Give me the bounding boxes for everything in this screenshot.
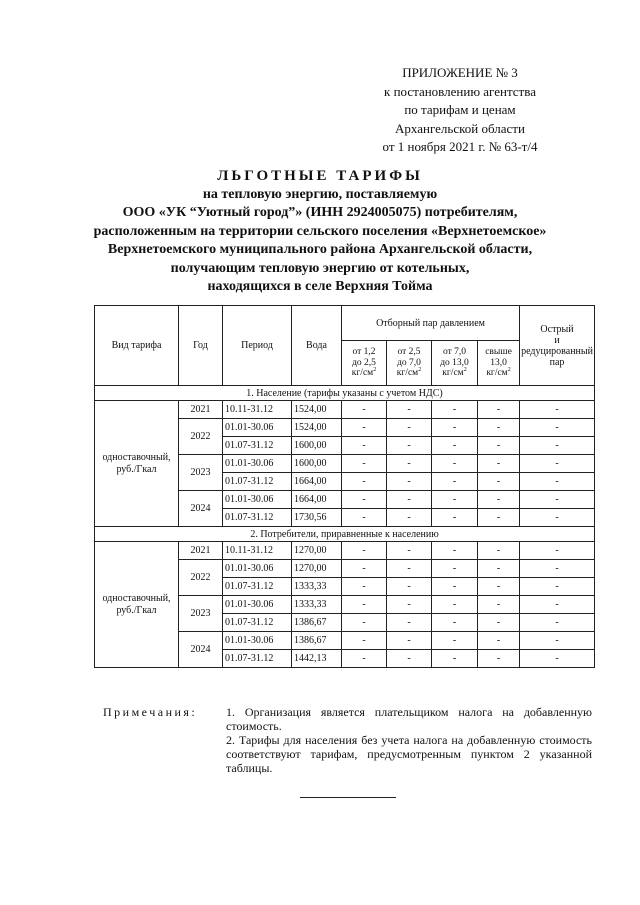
dash-cell: - <box>478 614 520 632</box>
dash-cell: - <box>342 419 387 437</box>
dash-cell: - <box>342 632 387 650</box>
period-cell: 01.01-30.06 <box>223 632 292 650</box>
water-cell: 1664,00 <box>292 473 342 491</box>
pressure-text: от 2,5 <box>397 347 421 358</box>
dash-cell: - <box>478 491 520 509</box>
dash-cell: - <box>432 560 478 578</box>
notes-label: Примечания: <box>103 705 198 719</box>
header-sharp-line: пар <box>549 356 565 368</box>
dash-cell: - <box>520 614 595 632</box>
dash-cell: - <box>432 473 478 491</box>
water-cell: 1442,13 <box>292 650 342 668</box>
section-title: 1. Население (тарифы указаны с учетом НДС) <box>95 386 595 401</box>
dash-cell: - <box>520 401 595 419</box>
header-sharp-line: и <box>554 334 560 346</box>
period-cell: 10.11-31.12 <box>223 401 292 419</box>
dash-cell: - <box>342 560 387 578</box>
tariff-type-text: одноставочный, <box>102 451 171 463</box>
dash-cell: - <box>387 437 432 455</box>
dash-cell: - <box>520 578 595 596</box>
unit-sup: 2 <box>373 367 377 374</box>
pressure-text: 13,0 <box>490 357 507 368</box>
tariff-table <box>94 305 595 668</box>
tariff-unit-text: руб./Гкал <box>116 604 157 616</box>
pressure-text: свыше <box>485 347 512 358</box>
dash-cell: - <box>478 578 520 596</box>
dash-cell: - <box>432 455 478 473</box>
appendix-number: ПРИЛОЖЕНИЕ № 3 <box>402 65 518 80</box>
note-item: 1. Организация является плательщиком налога на добавленную стоимость. <box>226 705 592 733</box>
dash-cell: - <box>342 542 387 560</box>
dash-cell: - <box>342 455 387 473</box>
water-cell: 1386,67 <box>292 614 342 632</box>
year-cell: 2024 <box>179 491 223 527</box>
water-cell: 1664,00 <box>292 491 342 509</box>
dash-cell: - <box>478 650 520 668</box>
period-cell: 10.11-31.12 <box>223 542 292 560</box>
dash-cell: - <box>387 473 432 491</box>
tariff-type-text: одноставочный, <box>102 592 171 604</box>
header-pressure-4 <box>478 341 520 386</box>
table-row <box>95 542 595 560</box>
dash-cell: - <box>387 614 432 632</box>
water-cell: 1386,67 <box>292 632 342 650</box>
dash-cell: - <box>478 542 520 560</box>
notes-list <box>226 705 592 775</box>
appendix-header <box>360 64 560 157</box>
dash-cell: - <box>387 596 432 614</box>
dash-cell: - <box>520 632 595 650</box>
header-pressure-3 <box>432 341 478 386</box>
dash-cell: - <box>342 596 387 614</box>
period-cell: 01.01-30.06 <box>223 419 292 437</box>
header-steam: Отборный пар давлением <box>342 306 520 341</box>
dash-cell: - <box>342 401 387 419</box>
tariff-unit-text: руб./Гкал <box>116 463 157 475</box>
dash-cell: - <box>478 560 520 578</box>
dash-cell: - <box>387 455 432 473</box>
title-line: находящихся в селе Верхняя Тойма <box>207 279 433 294</box>
closing-rule <box>300 797 396 798</box>
year-cell: 2023 <box>179 455 223 491</box>
dash-cell: - <box>432 437 478 455</box>
period-cell: 01.07-31.12 <box>223 578 292 596</box>
water-cell: 1270,00 <box>292 542 342 560</box>
dash-cell: - <box>387 542 432 560</box>
dash-cell: - <box>387 509 432 527</box>
appendix-date: от 1 ноября 2021 г. № 63-т/4 <box>382 139 538 154</box>
pressure-text: от 1,2 <box>352 347 376 358</box>
dash-cell: - <box>387 632 432 650</box>
appendix-ref-line: к постановлению агентства <box>384 83 536 99</box>
pressure-unit: кг/см <box>486 368 508 379</box>
header-tariff-type: Вид тарифа <box>95 306 179 386</box>
dash-cell: - <box>342 473 387 491</box>
dash-cell: - <box>342 437 387 455</box>
dash-cell: - <box>432 491 478 509</box>
period-cell: 01.01-30.06 <box>223 560 292 578</box>
pressure-text: до 13,0 <box>440 357 469 368</box>
note-item: 2. Тарифы для населения без учета налога на добавленную стоимость соответствуют тарифам, предусмотренным пунктом 2 указанной таблицы. <box>226 733 592 775</box>
appendix-ref-line: по тарифам и ценам <box>404 102 516 117</box>
dash-cell: - <box>432 650 478 668</box>
period-cell: 01.01-30.06 <box>223 455 292 473</box>
dash-cell: - <box>520 437 595 455</box>
dash-cell: - <box>342 509 387 527</box>
pressure-text: от 7,0 <box>442 347 467 358</box>
dash-cell: - <box>387 650 432 668</box>
header-sharp-line: Острый <box>540 323 574 335</box>
title-line: получающим тепловую энергию от котельных, <box>170 260 470 276</box>
dash-cell: - <box>387 560 432 578</box>
title-line: на тепловую энергию, поставляемую <box>202 186 438 202</box>
dash-cell: - <box>520 509 595 527</box>
dash-cell: - <box>432 632 478 650</box>
dash-cell: - <box>520 473 595 491</box>
title-line: ООО «УК “Уютный город”» (ИНН 2924005075) потребителям, <box>122 205 518 220</box>
header-sharp-line: редуцированный <box>521 345 593 357</box>
dash-cell: - <box>520 491 595 509</box>
period-cell: 01.07-31.12 <box>223 650 292 668</box>
water-cell: 1730,56 <box>292 509 342 527</box>
dash-cell: - <box>387 491 432 509</box>
header-water: Вода <box>292 306 342 386</box>
dash-cell: - <box>342 491 387 509</box>
header-year: Год <box>179 306 223 386</box>
year-cell: 2021 <box>179 542 223 560</box>
header-pressure-2 <box>387 341 432 386</box>
title-heading: ЛЬГОТНЫЕ ТАРИФЫ <box>217 168 423 184</box>
pressure-text: до 2,5 <box>352 357 376 368</box>
pressure-text: до 7,0 <box>397 357 421 368</box>
dash-cell: - <box>478 473 520 491</box>
pressure-unit: кг/см <box>442 368 464 379</box>
dash-cell: - <box>520 650 595 668</box>
dash-cell: - <box>432 596 478 614</box>
dash-cell: - <box>520 419 595 437</box>
unit-sup: 2 <box>418 367 422 374</box>
water-cell: 1600,00 <box>292 455 342 473</box>
unit-sup: 2 <box>463 367 467 374</box>
dash-cell: - <box>520 455 595 473</box>
period-cell: 01.07-31.12 <box>223 473 292 491</box>
title-line: расположенным на территории сельского поселения «Верхнетоемское» <box>93 223 547 239</box>
appendix-ref-line: Архангельской области <box>395 120 525 136</box>
dash-cell: - <box>432 578 478 596</box>
dash-cell: - <box>432 401 478 419</box>
dash-cell: - <box>432 542 478 560</box>
pressure-unit: кг/см <box>396 368 419 379</box>
header-period: Период <box>223 306 292 386</box>
tariff-type-cell <box>95 401 179 527</box>
dash-cell: - <box>432 509 478 527</box>
title-line: Верхнетоемского муниципального района Архангельской области, <box>107 242 533 257</box>
pressure-unit: кг/см <box>351 368 374 379</box>
dash-cell: - <box>478 632 520 650</box>
period-cell: 01.01-30.06 <box>223 596 292 614</box>
dash-cell: - <box>478 596 520 614</box>
period-cell: 01.07-31.12 <box>223 509 292 527</box>
header-sharp-steam <box>520 306 595 386</box>
document-title <box>90 167 550 297</box>
water-cell: 1600,00 <box>292 437 342 455</box>
dash-cell: - <box>342 650 387 668</box>
table-row <box>95 401 595 419</box>
year-cell: 2021 <box>179 401 223 419</box>
dash-cell: - <box>387 419 432 437</box>
period-cell: 01.07-31.12 <box>223 614 292 632</box>
year-cell: 2022 <box>179 560 223 596</box>
period-cell: 01.07-31.12 <box>223 437 292 455</box>
dash-cell: - <box>520 560 595 578</box>
dash-cell: - <box>478 401 520 419</box>
water-cell: 1333,33 <box>292 578 342 596</box>
dash-cell: - <box>342 614 387 632</box>
dash-cell: - <box>387 401 432 419</box>
dash-cell: - <box>478 419 520 437</box>
dash-cell: - <box>478 437 520 455</box>
water-cell: 1333,33 <box>292 596 342 614</box>
dash-cell: - <box>432 419 478 437</box>
section-title: 2. Потребители, приравненные к населению <box>95 527 595 542</box>
dash-cell: - <box>520 542 595 560</box>
dash-cell: - <box>432 614 478 632</box>
water-cell: 1270,00 <box>292 560 342 578</box>
dash-cell: - <box>478 509 520 527</box>
header-pressure-1 <box>342 341 387 386</box>
dash-cell: - <box>342 578 387 596</box>
water-cell: 1524,00 <box>292 419 342 437</box>
year-cell: 2022 <box>179 419 223 455</box>
dash-cell: - <box>478 455 520 473</box>
year-cell: 2024 <box>179 632 223 668</box>
water-cell: 1524,00 <box>292 401 342 419</box>
unit-sup: 2 <box>507 367 511 374</box>
dash-cell: - <box>520 596 595 614</box>
year-cell: 2023 <box>179 596 223 632</box>
tariff-type-cell <box>95 542 179 668</box>
period-cell: 01.01-30.06 <box>223 491 292 509</box>
dash-cell: - <box>387 578 432 596</box>
